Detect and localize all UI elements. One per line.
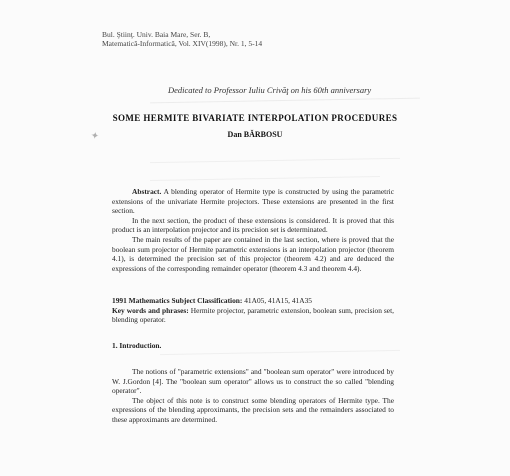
abstract-label: Abstract.	[132, 187, 162, 196]
dedication: Dedicated to Professor Iuliu Crivăţ on his 60th anniversary	[168, 85, 372, 95]
intro-paragraph: The object of this note is to construct some blending operators of Hermite type. The expressions of the blending approximants, the precision sets and the remainders associated to these approximants are determined.	[112, 395, 394, 424]
show-through-line	[160, 350, 400, 355]
show-through-line: ​	[249, 45, 252, 56]
msc-label: 1991 Mathematics Subject Classification:	[112, 296, 243, 305]
show-through-line	[150, 176, 380, 181]
abstract-paragraph: The main results of the paper are contained in the last section, where is proved that the boolean sum projector of Hermite parametric extensions is an interpolation projector (theorem 4.1), is determined the precision set of this projector (theorem 4.2) and are deduced the expressions of the corresponding remainder operator (theorem 4.3 and theorem 4.4).	[112, 234, 394, 273]
keywords-value: Hermite projector, parametric extension, boolean sum, precision set, blending operator.	[112, 305, 394, 325]
paper-author: Dan BĂRBOSU	[227, 130, 283, 139]
journal-header-line: Bul. Ştiinţ. Univ. Baia Mare, Ser. B,	[102, 30, 211, 39]
intro-paragraph: The notions of "parametric extensions" and "boolean sum operator" were introduced by W. J.Gordon [4]. The "boolean sum operator" allows us to construct the so called "blending operator".	[112, 367, 394, 396]
msc-line	[112, 296, 394, 306]
show-through-line	[150, 98, 420, 104]
abstract-paragraph: In the next section, the product of these extensions is considered. It is proved that this product is an interpolation projector and its precision set is determinated.	[112, 215, 394, 235]
section-heading	[112, 341, 394, 351]
keywords-label: Key words and phrases:	[112, 305, 189, 315]
journal-header-line: Matematică-Informatică, Vol. XIV(1998), Nr. 1, 5-14	[102, 39, 263, 48]
introduction	[112, 367, 394, 425]
keywords-line	[112, 306, 394, 325]
msc-value: 41A05, 41A15, 41A35	[244, 296, 312, 305]
paper-title: SOME HERMITE BIVARIATE INTERPOLATION PROCEDURES	[112, 113, 398, 123]
section-title: 1. Introduction.	[112, 341, 162, 350]
abstract-paragraph	[112, 187, 394, 216]
abstract-text: A blending operator of Hermite type is constructed by using the parametric extensions of the univariate Hermite projectors. These extensions are presented in the first section.	[112, 187, 394, 216]
margin-mark: ✦	[90, 130, 103, 141]
journal-header	[102, 30, 262, 48]
show-through-line	[150, 158, 400, 163]
abstract	[112, 187, 394, 273]
classification-block	[112, 296, 394, 325]
